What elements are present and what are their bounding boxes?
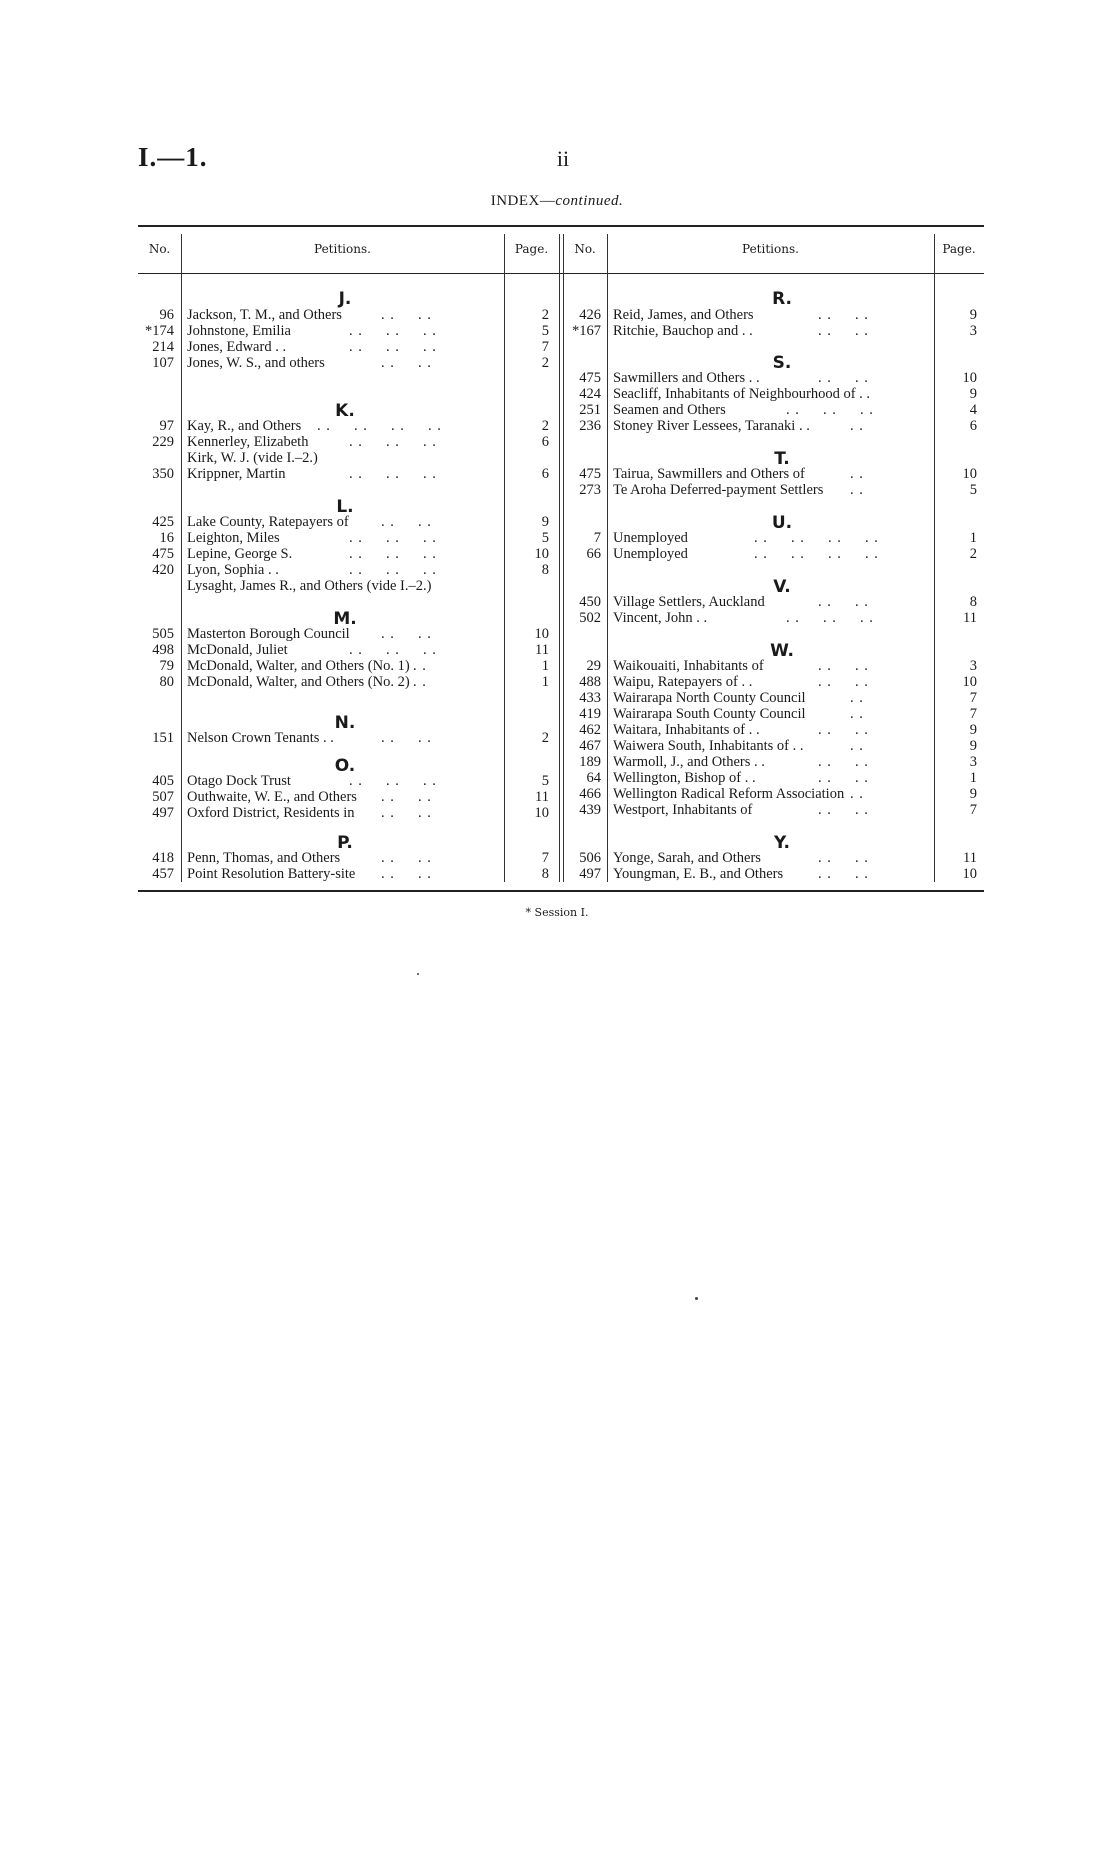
leader-dots: . . . . xyxy=(818,594,869,610)
page-reference: 9 xyxy=(969,738,977,754)
section-letter: P. xyxy=(337,833,353,853)
leader-dots: . . . . . . . . xyxy=(754,530,879,546)
page-reference: 2 xyxy=(969,546,977,562)
section-letter: V. xyxy=(773,577,791,597)
petition-number: 419 xyxy=(579,706,601,722)
petitioner-name: Warmoll, J., and Others . . xyxy=(613,754,765,770)
page-reference: 5 xyxy=(541,530,549,546)
petition-number: 433 xyxy=(579,690,601,706)
index-entry xyxy=(0,722,1114,738)
petition-number: 475 xyxy=(579,466,601,482)
petitioner-name: Waiwera South, Inhabitants of . . xyxy=(613,738,804,754)
section-letter: J. xyxy=(338,289,352,309)
leader-dots: . . . . xyxy=(818,307,869,323)
petitioner-name: Wellington, Bishop of . . xyxy=(613,770,756,786)
petition-number: 151 xyxy=(152,730,174,746)
table-header-rule xyxy=(138,273,984,274)
petitioner-name: Stoney River Lessees, Taranaki . . xyxy=(613,418,810,434)
page-reference: 7 xyxy=(969,802,977,818)
index-entry xyxy=(0,690,1114,706)
petitioner-name: Kirk, W. J. (vide I.–2.) xyxy=(187,450,318,466)
petitioner-name: Seamen and Others xyxy=(613,402,726,418)
column-header-no: No. xyxy=(574,242,596,256)
petitioner-name: Jones, W. S., and others xyxy=(187,355,325,371)
petition-number: 475 xyxy=(579,370,601,386)
petitioner-name: Penn, Thomas, and Others xyxy=(187,850,341,866)
leader-dots: . . . . . . xyxy=(349,339,437,355)
leader-dots: . . . . xyxy=(381,789,432,805)
column-header-page: Page. xyxy=(942,242,976,256)
page-reference: 8 xyxy=(969,594,977,610)
index-entry xyxy=(0,482,1114,498)
leader-dots: . . . . . . xyxy=(349,466,437,482)
page-reference: 7 xyxy=(969,690,977,706)
petitioner-name: McDonald, Walter, and Others (No. 1) xyxy=(187,658,410,674)
leader-dots: . . . . xyxy=(818,323,869,339)
index-entry xyxy=(0,802,1114,818)
petitioner-name: Youngman, E. B., and Others xyxy=(613,866,784,882)
index-entry xyxy=(0,754,1114,770)
page-reference: 10 xyxy=(534,626,549,642)
page-reference: 9 xyxy=(969,722,977,738)
index-entry xyxy=(0,418,1114,434)
petition-number: 426 xyxy=(579,307,601,323)
petition-number: 475 xyxy=(152,546,174,562)
leader-dots: . . . . xyxy=(818,722,869,738)
section-letter: R. xyxy=(772,289,792,309)
page-reference: 10 xyxy=(962,674,977,690)
petition-number: 29 xyxy=(586,658,601,674)
petitioner-name: Lake County, Ratepayers of xyxy=(187,514,349,530)
section-letter: L. xyxy=(336,497,354,517)
leader-dots: . . xyxy=(850,418,864,434)
leader-dots: . . . . . . xyxy=(349,546,437,562)
petition-number: 424 xyxy=(579,386,601,402)
leader-dots: . . . . . . xyxy=(786,610,874,626)
leader-dots: . . xyxy=(413,674,427,690)
petition-number: 107 xyxy=(152,355,174,371)
leader-dots: . . . . xyxy=(381,730,432,746)
section-letter: U. xyxy=(771,513,793,533)
petition-number: 439 xyxy=(579,802,601,818)
leader-dots: . . xyxy=(850,482,864,498)
page-reference: 3 xyxy=(969,658,977,674)
index-entry xyxy=(0,866,1114,882)
index-entry xyxy=(0,594,1114,610)
petition-number: 97 xyxy=(159,418,174,434)
petition-number: 79 xyxy=(159,658,174,674)
petition-number: 502 xyxy=(579,610,601,626)
petitioner-name: Ritchie, Bauchop and . . xyxy=(613,323,753,339)
page-reference: 1 xyxy=(541,658,549,674)
petitioner-name: Outhwaite, W. E., and Others xyxy=(187,789,357,805)
page-reference: 8 xyxy=(541,866,549,882)
petition-number: 96 xyxy=(159,307,174,323)
leader-dots: . . xyxy=(850,738,864,754)
index-entry xyxy=(0,386,1114,402)
leader-dots: . . . . xyxy=(381,355,432,371)
index-entry xyxy=(0,546,1114,562)
petition-number: 189 xyxy=(579,754,601,770)
section-letter: Y. xyxy=(774,833,790,853)
petition-number: 467 xyxy=(579,738,601,754)
index-entry xyxy=(0,307,1114,323)
page-reference: 11 xyxy=(963,850,977,866)
leader-dots: . . xyxy=(850,466,864,482)
table-bottom-rule xyxy=(138,890,984,892)
page-reference: 5 xyxy=(541,773,549,789)
petitioner-name: Te Aroha Deferred-payment Settlers xyxy=(613,482,824,498)
petition-number: 466 xyxy=(579,786,601,802)
leader-dots: . . . . . . xyxy=(786,402,874,418)
page-reference: 9 xyxy=(969,307,977,323)
page-reference: 9 xyxy=(541,514,549,530)
petitioner-name: Otago Dock Trust xyxy=(187,773,291,789)
page-speck xyxy=(695,1297,698,1300)
footnote: * Session I. xyxy=(525,906,589,919)
leader-dots: . . . . xyxy=(818,674,869,690)
petition-number: 16 xyxy=(159,530,174,546)
page-number: ii xyxy=(556,146,570,171)
section-letter: W. xyxy=(770,641,794,661)
page-reference: 11 xyxy=(963,610,977,626)
column-header-no: No. xyxy=(148,242,171,256)
section-letter: S. xyxy=(772,353,792,373)
petition-number: 425 xyxy=(152,514,174,530)
petition-number: 229 xyxy=(152,434,174,450)
petition-number: 273 xyxy=(579,482,601,498)
page-reference: 4 xyxy=(969,402,977,418)
index-entry xyxy=(0,626,1114,642)
leader-dots: . . . . . . xyxy=(349,562,437,578)
petition-number: 497 xyxy=(152,805,174,821)
index-entry xyxy=(0,609,1114,629)
petition-number: *167 xyxy=(572,323,601,339)
petitioner-name: Oxford District, Residents in xyxy=(187,805,355,821)
petitioner-name: Village Settlers, Auckland xyxy=(613,594,765,610)
leader-dots: . . . . . . xyxy=(349,434,437,450)
petitioner-name: Wairarapa North County Council xyxy=(613,690,806,706)
page-reference: 1 xyxy=(541,674,549,690)
page-reference: 8 xyxy=(541,562,549,578)
petition-number: 488 xyxy=(579,674,601,690)
petition-number: 462 xyxy=(579,722,601,738)
leader-dots: . . xyxy=(413,658,427,674)
index-entry xyxy=(0,466,1114,482)
page-reference: 2 xyxy=(541,307,549,323)
petition-number: 505 xyxy=(152,626,174,642)
page-reference: 6 xyxy=(969,418,977,434)
index-entry xyxy=(0,674,1114,690)
page-reference: 2 xyxy=(541,418,549,434)
leader-dots: . . . . . . xyxy=(349,642,437,658)
page-reference: 10 xyxy=(534,546,549,562)
petitioner-name: Waikouaiti, Inhabitants of xyxy=(613,658,764,674)
leader-dots: . . . . . . xyxy=(349,773,437,789)
page-reference: 5 xyxy=(969,482,977,498)
index-title xyxy=(0,193,1114,210)
page-reference: 2 xyxy=(541,355,549,371)
leader-dots: . . . . xyxy=(818,370,869,386)
page-reference: 5 xyxy=(541,323,549,339)
page-reference: 10 xyxy=(962,370,977,386)
petitioner-name: Vincent, John . . xyxy=(613,610,708,626)
petitioner-name: Westport, Inhabitants of xyxy=(613,802,753,818)
leader-dots: . . . . xyxy=(818,754,869,770)
leader-dots: . . . . xyxy=(818,850,869,866)
index-entry xyxy=(0,339,1114,355)
index-entry xyxy=(0,513,1114,533)
index-entry xyxy=(0,434,1114,450)
petition-number: 506 xyxy=(579,850,601,866)
petitioner-name: Reid, James, and Others xyxy=(613,307,754,323)
petitioner-name: Masterton Borough Council xyxy=(187,626,350,642)
index-entry xyxy=(0,641,1114,661)
page-reference: 9 xyxy=(969,386,977,402)
petitioner-name: Nelson Crown Tenants . . xyxy=(187,730,334,746)
section-letter: N. xyxy=(334,713,356,733)
petition-number: 236 xyxy=(579,418,601,434)
index-entry xyxy=(0,530,1114,546)
petitioner-name: Jackson, T. M., and Others xyxy=(187,307,342,323)
section-letter: M. xyxy=(333,609,357,629)
page-reference: 9 xyxy=(969,786,977,802)
petition-number: 418 xyxy=(152,850,174,866)
petition-number: 498 xyxy=(152,642,174,658)
page-reference: 1 xyxy=(969,530,977,546)
page-reference: 1 xyxy=(969,770,977,786)
petitioner-name: Sawmillers and Others . . xyxy=(613,370,760,386)
petitioner-name: Lyon, Sophia . . xyxy=(187,562,279,578)
index-entry xyxy=(0,401,1114,421)
petitioner-name: McDonald, Walter, and Others (No. 2) xyxy=(187,674,410,690)
petition-number: 497 xyxy=(579,866,601,882)
petitioner-name: Lysaght, James R., and Others (vide I.–2.) xyxy=(187,578,432,594)
petition-number: 7 xyxy=(593,530,601,546)
index-entry xyxy=(0,355,1114,371)
petition-number: 80 xyxy=(159,674,174,690)
leader-dots: . . . . xyxy=(381,805,432,821)
index-entry xyxy=(0,562,1114,578)
index-title-italic: continued. xyxy=(555,193,624,209)
section-letter: T. xyxy=(774,449,790,469)
petitioner-name: McDonald, Juliet xyxy=(187,642,288,658)
column-header-page: Page. xyxy=(514,242,549,256)
leader-dots: . . . . xyxy=(818,802,869,818)
index-entry xyxy=(0,658,1114,674)
index-entry xyxy=(0,323,1114,339)
page-speck xyxy=(417,973,419,975)
petitioner-name: Kay, R., and Others xyxy=(187,418,302,434)
petition-number: 457 xyxy=(152,866,174,882)
index-entry xyxy=(0,449,1114,469)
leader-dots: . . . . . . . . xyxy=(317,418,442,434)
index-entry xyxy=(0,577,1114,597)
petitioner-name: Seacliff, Inhabitants of Neighbourhood of . . xyxy=(613,386,871,402)
index-entry xyxy=(0,786,1114,802)
page-reference: 7 xyxy=(541,339,549,355)
petition-number: 450 xyxy=(579,594,601,610)
page-reference: 10 xyxy=(962,466,977,482)
leader-dots: . . xyxy=(850,786,864,802)
leader-dots: . . . . xyxy=(381,514,432,530)
section-letter: O. xyxy=(334,756,356,776)
petition-number: *174 xyxy=(145,323,174,339)
leader-dots: . . . . xyxy=(381,626,432,642)
page-reference: 3 xyxy=(969,754,977,770)
petition-number: 507 xyxy=(152,789,174,805)
petitioner-name: Waipu, Ratepayers of . . xyxy=(613,674,753,690)
page-reference: 6 xyxy=(541,466,549,482)
column-header-petitions: Petitions. xyxy=(742,242,799,256)
index-entry xyxy=(0,850,1114,866)
petition-number: 350 xyxy=(152,466,174,482)
leader-dots: . . xyxy=(850,690,864,706)
page-reference: 2 xyxy=(541,730,549,746)
petitioner-name: Lepine, George S. xyxy=(187,546,293,562)
leader-dots: . . . . xyxy=(381,850,432,866)
leader-dots: . . . . xyxy=(818,866,869,882)
page-reference: 7 xyxy=(541,850,549,866)
page-reference: 10 xyxy=(962,866,977,882)
petitioner-name: Johnstone, Emilia xyxy=(187,323,291,339)
petitioner-name: Krippner, Martin xyxy=(187,466,286,482)
petition-number: 214 xyxy=(152,339,174,355)
page-reference: 10 xyxy=(534,805,549,821)
leader-dots: . . . . xyxy=(381,307,432,323)
petitioner-name: Yonge, Sarah, and Others xyxy=(613,850,761,866)
petitioner-name: Waitara, Inhabitants of . . xyxy=(613,722,760,738)
leader-dots: . . . . xyxy=(818,770,869,786)
index-entry xyxy=(0,738,1114,754)
petition-number: 405 xyxy=(152,773,174,789)
page-reference: 11 xyxy=(535,789,549,805)
petition-number: 251 xyxy=(579,402,601,418)
leader-dots: . . xyxy=(850,706,864,722)
petitioner-name: Leighton, Miles xyxy=(187,530,280,546)
petitioner-name: Wellington Radical Reform Association xyxy=(613,786,845,802)
leader-dots: . . . . xyxy=(381,866,432,882)
petition-number: 420 xyxy=(152,562,174,578)
page-reference: 6 xyxy=(541,434,549,450)
petitioner-name: Wairarapa South County Council xyxy=(613,706,806,722)
table-top-rule xyxy=(138,225,984,227)
petition-number: 64 xyxy=(586,770,601,786)
page-reference: 3 xyxy=(969,323,977,339)
petitioner-name: Jones, Edward . . xyxy=(187,339,287,355)
leader-dots: . . . . xyxy=(818,658,869,674)
petitioner-name: Point Resolution Battery-site xyxy=(187,866,356,882)
page-reference: 11 xyxy=(535,642,549,658)
index-entry xyxy=(0,770,1114,786)
page-reference: 7 xyxy=(969,706,977,722)
petitioner-name: Unemployed xyxy=(613,546,688,562)
petition-number: 66 xyxy=(586,546,601,562)
petitioner-name: Tairua, Sawmillers and Others of xyxy=(613,466,805,482)
index-entry xyxy=(0,370,1114,386)
leader-dots: . . . . . . xyxy=(349,530,437,546)
index-title-text: INDEX— xyxy=(490,193,556,209)
petitioner-name: Unemployed xyxy=(613,530,688,546)
index-entry xyxy=(0,706,1114,722)
document-reference: I.—1. xyxy=(138,142,208,172)
section-letter: K. xyxy=(335,401,355,421)
leader-dots: . . . . . . xyxy=(349,323,437,339)
leader-dots: . . . . . . . . xyxy=(754,546,879,562)
petitioner-name: Kennerley, Elizabeth xyxy=(187,434,309,450)
column-header-petitions: Petitions. xyxy=(314,242,371,256)
